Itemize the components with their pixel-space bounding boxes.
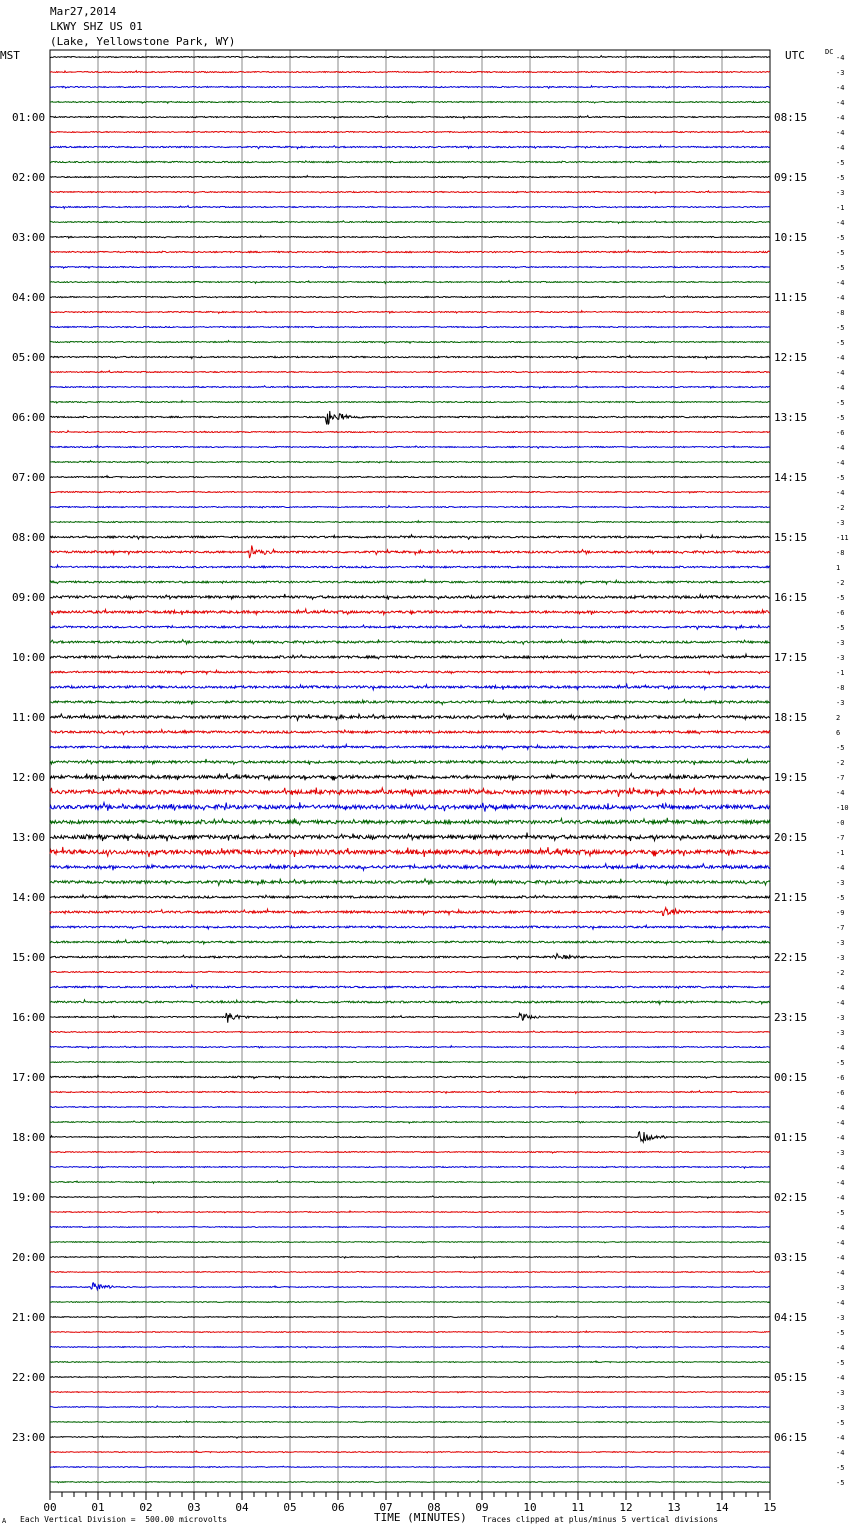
trace-line (50, 684, 770, 689)
trace-offset-label: -2 (836, 579, 845, 587)
trace-offset-label: -4 (836, 294, 845, 302)
x-tick-label: 02 (139, 1501, 153, 1514)
trace-line (50, 386, 770, 389)
trace-offset-label: -3 (836, 939, 845, 947)
trace-offset-label: -3 (836, 1014, 845, 1022)
right-hour-label: 12:15 (774, 351, 808, 364)
right-timezone-label: UTC (785, 49, 805, 62)
trace-line (50, 1013, 770, 1023)
trace-offset-label: -5 (836, 1059, 845, 1067)
left-hour-label: 22:00 (12, 1371, 46, 1384)
trace-line (50, 594, 770, 600)
trace-line (50, 744, 770, 749)
trace-line (50, 535, 770, 539)
trace-offset-label: -2 (836, 504, 845, 512)
trace-offset-label: -6 (836, 1089, 845, 1097)
trace-offset-label: -3 (836, 1314, 845, 1322)
trace-line (50, 1075, 770, 1078)
left-hour-label: 09:00 (12, 591, 46, 604)
trace-line (50, 1000, 770, 1004)
trace-line (50, 818, 770, 825)
trace-offset-label: -4 (836, 984, 845, 992)
trace-layer (50, 56, 770, 1483)
trace-line (50, 461, 770, 464)
trace-offset-label: -5 (836, 1464, 845, 1472)
trace-offset-label: -7 (836, 924, 845, 932)
left-hour-label: 07:00 (12, 471, 46, 484)
right-hour-label: 21:15 (774, 891, 808, 904)
left-hour-label: 21:00 (12, 1311, 46, 1324)
trace-line (50, 476, 770, 478)
trace-line (50, 580, 770, 584)
right-hour-label: 11:15 (774, 291, 808, 304)
trace-offset-label: -3 (836, 639, 845, 647)
left-hour-label: 01:00 (12, 111, 46, 124)
trace-line (50, 1421, 770, 1423)
trace-line (50, 1062, 770, 1063)
trace-line (50, 1046, 770, 1048)
left-timezone-label: MST (0, 49, 20, 62)
trace-line (50, 116, 770, 119)
trace-offset-label: -3 (836, 1149, 845, 1157)
trace-offset-label: -8 (836, 549, 845, 557)
trace-offset-label: -1 (836, 849, 845, 857)
trace-offset-label: -3 (836, 654, 845, 662)
left-hour-label: 12:00 (12, 771, 46, 784)
trace-line (50, 1132, 770, 1142)
trace-line (50, 1107, 770, 1108)
trace-line (50, 1121, 770, 1123)
trace-offset-label: -8 (836, 309, 845, 317)
trace-line (50, 506, 770, 508)
trace-offset-label: -4 (836, 1449, 845, 1457)
x-tick-label: 06 (331, 1501, 345, 1514)
trace-offset-label: -4 (836, 144, 845, 152)
trace-offset-label: -6 (836, 609, 845, 617)
trace-offset-label: -4 (836, 54, 845, 62)
trace-line (50, 1361, 770, 1363)
trace-line (50, 221, 770, 224)
trace-line (50, 1481, 770, 1483)
left-hour-label: 10:00 (12, 651, 46, 664)
trace-line (50, 1466, 770, 1468)
right-hour-label: 09:15 (774, 171, 808, 184)
trace-offset-label: -5 (836, 894, 845, 902)
trace-line (50, 176, 770, 179)
trace-offset-label: -4 (836, 99, 845, 107)
trace-line (50, 1181, 770, 1183)
trace-offset-label: -3 (836, 69, 845, 77)
trace-offset-label: -5 (836, 1479, 845, 1487)
left-hour-label: 18:00 (12, 1131, 46, 1144)
trace-offset-label: -4 (836, 1344, 845, 1352)
trace-line (50, 206, 770, 209)
trace-line (50, 131, 770, 133)
trace-offset-label: -4 (836, 354, 845, 362)
trace-offset-label: -5 (836, 159, 845, 167)
x-tick-label: 07 (379, 1501, 393, 1514)
dc-label: DC (825, 48, 834, 56)
trace-offset-label: -4 (836, 1119, 845, 1127)
x-tick-label: 11 (571, 1501, 585, 1514)
left-hour-label: 16:00 (12, 1011, 46, 1024)
trace-line (50, 730, 770, 735)
trace-line (50, 1211, 770, 1213)
trace-offset-label: -5 (836, 624, 845, 632)
trace-offset-label: -3 (836, 1404, 845, 1412)
trace-offset-label: -4 (836, 1299, 845, 1307)
corner-mark: A (2, 1517, 7, 1525)
trace-line (50, 266, 770, 268)
left-hour-label: 04:00 (12, 291, 46, 304)
trace-line (50, 1166, 770, 1168)
trace-line (50, 446, 770, 449)
left-hour-label: 06:00 (12, 411, 46, 424)
trace-line (50, 1283, 770, 1290)
trace-offset-label: -3 (836, 189, 845, 197)
trace-line (50, 1392, 770, 1393)
trace-offset-label: -4 (836, 1194, 845, 1202)
left-hour-label: 03:00 (12, 231, 46, 244)
trace-line (50, 250, 770, 252)
x-tick-label: 08 (427, 1501, 441, 1514)
trace-offset-label: -3 (836, 1284, 845, 1292)
trace-offset-label: -5 (836, 414, 845, 422)
trace-line (50, 1316, 770, 1318)
trace-line (50, 281, 770, 284)
trace-offset-label: -4 (836, 999, 845, 1007)
clip-note: Traces clipped at plus/minus 5 vertical divisions (482, 1515, 719, 1524)
trace-offset-label: -4 (836, 864, 845, 872)
trace-offset-label: 1 (836, 564, 841, 572)
trace-offset-label: -4 (836, 1164, 845, 1172)
x-tick-label: 10 (523, 1501, 537, 1514)
trace-line (50, 1376, 770, 1378)
trace-line (50, 1227, 770, 1228)
scale-note: Each Vertical Division = 500.00 microvolts (20, 1515, 228, 1524)
trace-offset-label: -3 (836, 954, 845, 962)
right-hour-label: 04:15 (774, 1311, 808, 1324)
trace-line (50, 700, 770, 705)
trace-offset-label: -5 (836, 399, 845, 407)
trace-line (50, 411, 770, 425)
trace-line (50, 1091, 770, 1094)
trace-line (50, 1301, 770, 1303)
right-hour-label: 19:15 (774, 771, 808, 784)
right-hour-label: 10:15 (774, 231, 808, 244)
left-hour-label: 02:00 (12, 171, 46, 184)
trace-line (50, 879, 770, 886)
right-hour-label: 23:15 (774, 1011, 808, 1024)
trace-line (50, 985, 770, 988)
trace-line (50, 640, 770, 645)
trace-offset-label: -3 (836, 699, 845, 707)
trace-offset-label: -6 (836, 1074, 845, 1082)
trace-offset-label: -3 (836, 1029, 845, 1037)
trace-offset-label: -4 (836, 1104, 845, 1112)
left-hour-label: 05:00 (12, 351, 46, 364)
trace-line (50, 1256, 770, 1258)
trace-line (50, 1436, 770, 1438)
left-hour-label: 14:00 (12, 891, 46, 904)
right-hour-label: 13:15 (774, 411, 808, 424)
trace-line (50, 1406, 770, 1408)
trace-offset-label: -5 (836, 1209, 845, 1217)
header-station: LKWY SHZ US 01 (50, 20, 143, 33)
left-hour-label: 15:00 (12, 951, 46, 964)
trace-line (50, 847, 770, 857)
right-hour-label: 17:15 (774, 651, 808, 664)
trace-line (50, 714, 770, 721)
trace-line (50, 609, 770, 615)
trace-offset-label: -1 (836, 204, 845, 212)
right-hour-label: 01:15 (774, 1131, 808, 1144)
trace-offset-label: -4 (836, 1239, 845, 1247)
trace-line (50, 1331, 770, 1332)
trace-line (50, 356, 770, 359)
trace-offset-label: -5 (836, 474, 845, 482)
right-hour-label: 00:15 (774, 1071, 808, 1084)
trace-line (50, 940, 770, 944)
trace-offset-label: -4 (836, 1134, 845, 1142)
trace-line (50, 521, 770, 523)
trace-offset-label: -4 (836, 1374, 845, 1382)
trace-offset-label: -3 (836, 879, 845, 887)
right-hour-label: 16:15 (774, 591, 808, 604)
trace-line (50, 371, 770, 373)
trace-line (50, 1451, 770, 1453)
left-hour-label: 13:00 (12, 831, 46, 844)
x-tick-label: 09 (475, 1501, 489, 1514)
trace-line (50, 491, 770, 493)
trace-offset-label: -7 (836, 834, 845, 842)
trace-offset-label: -4 (836, 489, 845, 497)
trace-offset-label: -10 (836, 804, 849, 812)
trace-line (50, 759, 770, 765)
trace-offset-label: -4 (836, 1269, 845, 1277)
trace-line (50, 864, 770, 871)
right-hour-label: 14:15 (774, 471, 808, 484)
trace-line (50, 788, 770, 797)
x-tick-label: 05 (283, 1501, 297, 1514)
trace-offset-label: -4 (836, 384, 845, 392)
trace-offset-label: -8 (836, 684, 845, 692)
trace-offset-label: -2 (836, 759, 845, 767)
trace-line (50, 236, 770, 239)
x-tick-label: 13 (667, 1501, 681, 1514)
trace-line (50, 773, 770, 781)
trace-offset-label: -4 (836, 1254, 845, 1262)
trace-offset-label: -4 (836, 114, 845, 122)
trace-line (50, 1031, 770, 1033)
trace-line (50, 895, 770, 899)
right-hour-label: 03:15 (774, 1251, 808, 1264)
trace-offset-label: -7 (836, 774, 845, 782)
trace-line (50, 654, 770, 659)
x-tick-label: 12 (619, 1501, 633, 1514)
trace-offset-label: -9 (836, 909, 845, 917)
right-hour-label: 18:15 (774, 711, 808, 724)
trace-offset-label: -1 (836, 669, 845, 677)
trace-offset-label: -5 (836, 324, 845, 332)
trace-line (50, 1196, 770, 1198)
x-tick-label: 04 (235, 1501, 249, 1514)
left-hour-label: 20:00 (12, 1251, 46, 1264)
trace-offset-label: 2 (836, 714, 841, 722)
trace-line (50, 1346, 770, 1348)
trace-offset-label: -4 (836, 219, 845, 227)
trace-line (50, 1242, 770, 1243)
trace-line (50, 101, 770, 103)
trace-offset-label: -4 (836, 459, 845, 467)
left-hour-label: 08:00 (12, 531, 46, 544)
trace-offset-label: -0 (836, 819, 845, 827)
trace-offset-label: -5 (836, 1419, 845, 1427)
trace-line (50, 545, 770, 558)
trace-offset-label: -4 (836, 1434, 845, 1442)
trace-offset-label: 6 (836, 729, 841, 737)
trace-offset-label: -3 (836, 1389, 845, 1397)
trace-offset-label: -2 (836, 969, 845, 977)
header-location: (Lake, Yellowstone Park, WY) (50, 35, 236, 48)
right-hour-label: 08:15 (774, 111, 808, 124)
trace-offset-label: -5 (836, 744, 845, 752)
trace-line (50, 565, 770, 568)
left-hour-label: 17:00 (12, 1071, 46, 1084)
trace-offset-label: -5 (836, 234, 845, 242)
trace-line (50, 401, 770, 403)
trace-offset-label: -4 (836, 444, 845, 452)
trace-line (50, 908, 770, 916)
trace-line (50, 925, 770, 929)
left-hour-label: 23:00 (12, 1431, 46, 1444)
trace-line (50, 971, 770, 973)
trace-offset-label: -5 (836, 249, 845, 257)
trace-offset-label: -4 (836, 279, 845, 287)
trace-line (50, 1151, 770, 1153)
right-hour-label: 20:15 (774, 831, 808, 844)
trace-offset-label: -4 (836, 1044, 845, 1052)
left-hour-label: 19:00 (12, 1191, 46, 1204)
trace-line (50, 802, 770, 811)
trace-line (50, 625, 770, 629)
trace-line (50, 191, 770, 193)
trace-offset-label: -4 (836, 789, 845, 797)
trace-line (50, 311, 770, 314)
trace-offset-label: -6 (836, 429, 845, 437)
right-hour-label: 05:15 (774, 1371, 808, 1384)
x-tick-label: 14 (715, 1501, 729, 1514)
x-axis-title: TIME (MINUTES) (374, 1511, 467, 1524)
right-hour-label: 02:15 (774, 1191, 808, 1204)
trace-line (50, 161, 770, 163)
right-hour-label: 06:15 (774, 1431, 808, 1444)
x-tick-label: 03 (187, 1501, 201, 1514)
trace-offset-label: -4 (836, 84, 845, 92)
trace-offset-label: -5 (836, 339, 845, 347)
trace-offset-label: -11 (836, 534, 849, 542)
trace-line (50, 326, 770, 327)
trace-line (50, 56, 770, 58)
x-tick-label: 01 (91, 1501, 105, 1514)
trace-offset-label: -4 (836, 129, 845, 137)
trace-offset-label: -5 (836, 174, 845, 182)
trace-line (50, 1271, 770, 1273)
trace-line (50, 670, 770, 674)
trace-line (50, 145, 770, 148)
left-hour-label: 11:00 (12, 711, 46, 724)
trace-line (50, 431, 770, 433)
trace-line (50, 86, 770, 89)
trace-line (50, 954, 770, 959)
trace-offset-label: -5 (836, 1329, 845, 1337)
x-tick-label: 00 (43, 1501, 57, 1514)
trace-offset-label: -5 (836, 264, 845, 272)
right-hour-label: 15:15 (774, 531, 808, 544)
trace-offset-label: -3 (836, 519, 845, 527)
trace-offset-label: -4 (836, 1224, 845, 1232)
trace-line (50, 341, 770, 344)
trace-line (50, 833, 770, 842)
trace-line (50, 296, 770, 298)
trace-offset-label: -5 (836, 1359, 845, 1367)
trace-offset-label: -4 (836, 369, 845, 377)
trace-line (50, 71, 770, 73)
right-hour-label: 22:15 (774, 951, 808, 964)
trace-offset-label: -5 (836, 594, 845, 602)
trace-offset-label: -4 (836, 1179, 845, 1187)
header-date: Mar27,2014 (50, 5, 117, 18)
x-tick-label: 15 (763, 1501, 777, 1514)
